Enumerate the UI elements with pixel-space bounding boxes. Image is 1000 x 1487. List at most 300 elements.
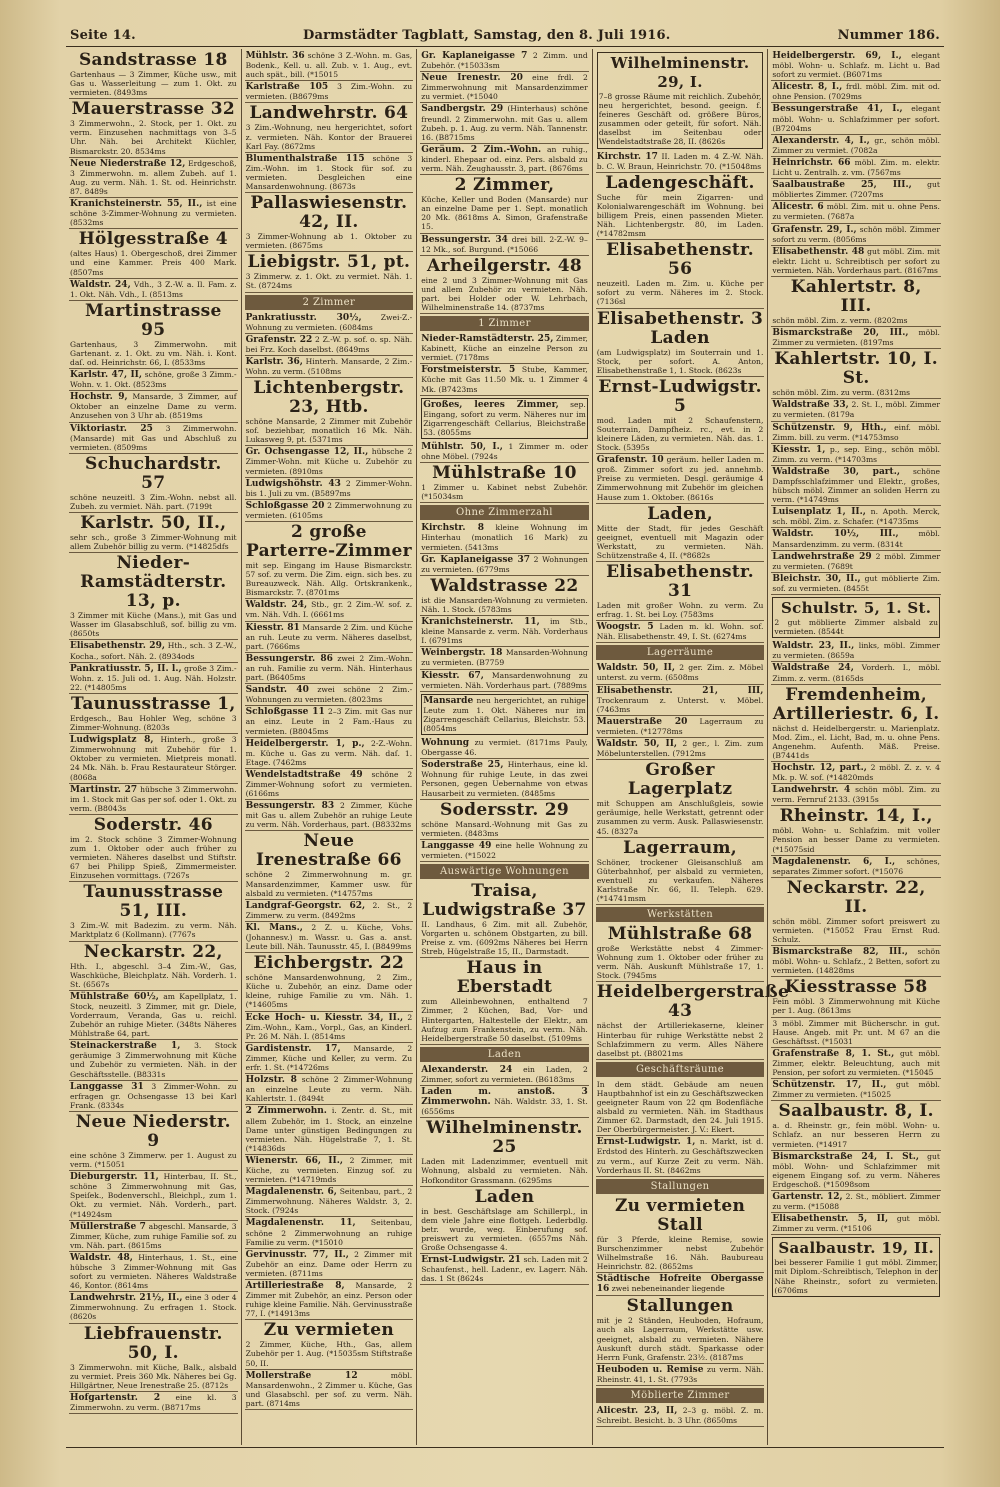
ad-text: hübsche 2 Zimmer-Wohn. mit Küche u. Zubehör zu vermieten. (8910ms <box>245 447 413 476</box>
ad-headline: Waldstrasse 22 <box>430 575 579 596</box>
ad-text: möbl. Mansardenwohn., 2 Zimmer u. Küche, Gas und Glasabschl. per sof. zu verm. Näh. part. (8714ms <box>245 1370 413 1408</box>
ad-text: 3 Zim.-W. mit Badezim. zu verm. Näh. Marktplatz 6 (Kollmann). (7767s <box>70 921 237 940</box>
ad-text: 2. St. I., möbl. Zimmer zu vermieten. (8179a <box>772 400 940 420</box>
column-2 <box>242 49 418 1445</box>
ad-text: neuzeitl. Laden m. Zim. u. Küche per sofort zu verm. Näheres im 2. Stock. (7136sl <box>596 279 764 307</box>
classified-ad <box>245 81 414 103</box>
ad-text: gut möbliertes Zimmer. (7207ms <box>772 180 940 200</box>
ad-text: gut möbl. Zimmer, elektr. Beleuchtung, auch mit Pension, per sofort zu vermieten. (*15045 <box>772 1048 940 1078</box>
ad-address: Bleichstr. 30, II., <box>772 573 861 584</box>
classified-ad <box>420 1118 589 1186</box>
ad-address: Gardistenstr. 17, <box>245 1043 341 1054</box>
ad-text: schöne 2 Zimmer-Wohnung an einzelne Leute zu verm. Näh. Kahlertstr. 1. (8494t <box>245 1075 413 1104</box>
ad-text: 2 Z. u. Küche, Vohs. (Johannesv.) m. Wassr. u. Gas a. anst. Leute bill. Näh. Taunusstr. 45, I. (B8499ms <box>245 922 413 952</box>
classified-ad <box>69 1171 238 1220</box>
classified-ad <box>420 554 589 576</box>
ad-address: Weinbergstr. 18 <box>421 648 503 659</box>
ad-text: ein Laden, 2 Zimmer, sofort zu vermieten. (B6183ms <box>421 1064 588 1084</box>
classified-ad <box>420 144 589 175</box>
ad-text: 3. Stock geräumige 3 Zimmerwohnung mit Küche und Zubehör zu vermieten. Näh. in der Geschäftsstelle. (B8331s <box>70 1041 237 1079</box>
classified-ad <box>69 99 238 157</box>
ad-headline: Stallungen <box>626 1296 734 1317</box>
ad-address: Kiesstr. 67, <box>421 670 484 681</box>
ad-address: Waldstr. 48, <box>70 1252 133 1263</box>
ad-address: Neue Irenestr. 20 <box>421 73 523 84</box>
ad-text: Hinterhaus, 1. St., eine hübsche 3 Zimmer-Wohnung mit Gas sofort zu vermieten. Näheres Waldstraße 46, Kontor. (8614ms <box>70 1252 237 1291</box>
ad-text: In dem städt. Gebäude am neuen Hauptbahnhof ist ein zu Geschäftszwecken geeigneter Raum von 22 qm Bodenfläche alsbald zu vermieten. Näh. im Stadthaus Zimmer 62. Darmstadt, den 24. Juli 1915. Der Oberbürgermeister. J. V.: Ekert. <box>596 1079 764 1135</box>
classified-ad <box>596 1079 765 1137</box>
classified-ad <box>245 1074 414 1105</box>
classified-ad <box>771 977 941 1017</box>
ad-address: Gartenstr. 12, <box>772 1191 843 1202</box>
ad-headline: Kiesstrasse 58 <box>784 977 928 998</box>
ad-text: möbl. Zimmer zu vermieten. (8197ms <box>772 328 940 348</box>
ad-address: Waldstr. 23, II., <box>772 641 855 652</box>
ad-headline: Schuchardstr. 57 <box>85 453 222 493</box>
ad-address: Bismarckstraße 82, III., <box>772 947 908 958</box>
ad-address: Alicestr. 8, I., <box>772 82 843 93</box>
ad-text: eine frdl. 2 Zimmerwohnung mit Mansardenzimmer zu vermiet. (*15040 <box>421 73 588 102</box>
ad-text: gr., schön möbl. Zimmer zu vermiet. (7082a <box>772 135 940 155</box>
ad-address: Waldstraße 24, <box>772 663 854 674</box>
ad-text: schön möbl. Zimmer sofort preiswert zu vermieten. (*15052 Frau Ernst Rud. Schulz. <box>772 916 940 944</box>
classified-ad <box>420 1187 589 1254</box>
ad-address: Mühlstr. 36 <box>245 51 305 61</box>
ad-text: geräum. heller Laden m. groß. Zimmer sofort zu jed. annehmb. Preise zu vermieten. Desgl. geräumige 4 Zimmerwohnung mit Zubehör im gleichen Hause zum 1. Oktober. (8616s <box>596 455 764 502</box>
ad-text: 3 Zimmerwohn. mit Küche, Balk., alsbald zu vermiet. Preis 360 Mk. Näheres bei Gg. Hillgärtner, Neue Irenestraße 25. (8712s <box>70 1362 237 1390</box>
ad-address: 2 Zimmerwohn. <box>245 1106 327 1117</box>
ad-text: gut möbl. Zim. mit elektr. Licht u. Schreibtisch per sofort zu vermieten. Näh. Vorderhaus part. (8167ms <box>772 246 940 275</box>
classified-ad <box>596 1273 765 1296</box>
ad-address: Waldstraße 30, part., <box>772 466 900 477</box>
ad-address: Kiesstr. 1, <box>772 444 826 455</box>
ad-text: zwei schöne 2 Zim.-Wohnungen zu vermieten. (8023ms <box>245 685 413 705</box>
ad-text: schöne Dampfsschlafzimmer und Elektr., großes, hübsch möbl. Zimmer an soliden Herrn zu verm. (*14749ms <box>772 466 940 505</box>
ad-text: 2 Zimm. und Zubehör. (*15033sm <box>421 51 588 71</box>
ad-text: nächst der Artilleriekaserne, kleiner Hinterbau für ruhige Werkstätte nebst 2 Schlafzimmern zu verm. Alles Nähere daselbst pt. (B8021ms <box>596 1021 764 1058</box>
classified-ad <box>245 1012 414 1043</box>
ad-address: Heinrichstr. 66 <box>772 157 851 168</box>
ad-address: Schloßgasse 20 <box>245 500 325 511</box>
classified-ad <box>771 856 941 878</box>
classified-ad <box>771 201 941 223</box>
ad-address: Waldstraße 33, <box>772 400 849 411</box>
ad-text: p., sep. Eing., schön möbl. Zimm. zu verm. (*14703ms <box>772 444 940 464</box>
ad-text: 2 Z.-W. p. sof. o. sp. Näh. bei Frz. Koch daselbst. (8649ms <box>245 334 413 354</box>
ad-headline: Rheinstr. 14, I., <box>779 806 933 827</box>
ad-address: Sandbergstr. 29 <box>421 104 504 115</box>
ad-address: Hofgartenstr. 2 <box>70 1392 161 1403</box>
ad-text: Erdgeschoß, 3 Zimmerwohn. m. allem Zubeh. auf 1. Aug. zu verm. Näh. 1. St. od. Heinrichstr. 87. 8489s <box>70 158 237 196</box>
ad-address: Hochstr. 12, part., <box>772 762 867 773</box>
classified-ad <box>420 759 589 799</box>
ad-text: mod. Laden mit 2 Schaufenstern, Souterrain, Dampfheiz. rc., evt. in 2 kleinere Läden, zu vermieten. Näh. das. 1. Stock. (5395s <box>596 415 764 453</box>
ad-text: Laden mit Ladenzimmer, eventuell mit Wohnung, alsbald zu vermieten. Näh. Hofkonditor Grassmann. (6295ms <box>421 1157 588 1185</box>
classified-ad <box>69 369 238 391</box>
ad-text: Mansarde, 3 Zimmer, auf Oktober an einzelne Dame zu verm. Anzusehen von 3 Uhr ab. (8519ms <box>70 392 237 421</box>
ad-text: gut möbl. Wohn- und Schlafzimmer mit eigenem Eingang sof. zu verm. Näheres Erdgeschoß. (*15098som <box>772 1151 940 1189</box>
ad-address: Wendelstadtstraße 49 <box>245 769 363 780</box>
ad-text: möbl. Mansardenzimm. zu verm. (8314t <box>772 529 940 549</box>
ad-headline: Arheilgerstr. 48 <box>426 255 582 276</box>
ad-headline: Karlstr. 50, II., <box>80 513 227 533</box>
ad-headline: Taunusstrasse 1, <box>71 693 236 714</box>
classified-ad <box>771 157 941 179</box>
ad-text: möbl. Zim. mit u. ohne Pens. zu vermieten. (7687a <box>772 202 940 222</box>
ad-address: Alicestr. 23, II, <box>596 1405 678 1416</box>
ad-text: 3 möbl. Zimmer mit Bücherschr. in gut. Hause. Angeb. mit Pr. unt. M 67 an die Geschäftsst. (*15031 <box>772 1018 940 1046</box>
classified-ad <box>245 1249 414 1280</box>
ad-text: schöne 2 Zimmer-Wohnung sofort zu vermieten. (6166ms <box>245 769 413 799</box>
classified-ad <box>420 1254 589 1285</box>
classified-ad <box>420 441 589 463</box>
ad-headline: Zu vermieten Stall <box>614 1195 746 1235</box>
page-number: Seite 14. <box>70 27 136 43</box>
classified-ad <box>420 1086 589 1118</box>
classified-ad <box>772 597 940 638</box>
ad-text: Mansarde, 2 Zimmer, Küche und Keller, zu verm. Zu erfr. 1. St. (*14726ms <box>245 1043 413 1073</box>
ad-text: Schöner, trockener Gleisanschluß am Güterbahnhof, per alsbald zu vermieten, eventuell zu verkaufen. Näheres Karlstraße Nr. 66, II. Teleph. 629. (*14741msm <box>596 857 764 903</box>
classified-ad <box>420 1064 589 1086</box>
classified-ad <box>771 277 941 327</box>
ad-address: Langgasse 31 <box>70 1081 144 1092</box>
classified-ad <box>596 1196 765 1273</box>
section-heading: Lagerräume <box>596 645 765 660</box>
ad-text: schöne Mansard.-Wohnung mit Gas zu vermieten. (8483ms <box>421 819 588 838</box>
classified-ad <box>771 466 941 506</box>
ad-headline: Soderstr. 46 <box>93 814 213 835</box>
ad-address: Luisenplatz 1, II., <box>772 507 866 518</box>
ad-columns <box>66 49 944 1445</box>
classified-ad <box>69 454 238 513</box>
ad-text: für 3 Pferde, kleine Remise, sowie Burschenzimmer nebst Zubehör Wilhelmstraße 16. Näh. Baubureau Heinrichstr. 82. (8652ms <box>596 1234 764 1272</box>
classified-ad <box>420 958 589 1044</box>
classified-ad <box>596 924 765 982</box>
ad-text: 1 Zimmer u. Kabinet nebst Zubehör. (*15034sm <box>421 483 588 502</box>
ad-text: am Kapellplatz, 1. Stock, neuzeitl. 3 Zimmer, mit gr. Diele, Vorderraum, Veranda, Gas u. reichl. Zubehör an ruhige Mieter. (348ts Näheres Mühlstraße 64, part. <box>70 991 237 1039</box>
section-heading: Werkstätten <box>596 907 765 922</box>
ad-address: Mühlstraße 60½, <box>70 991 159 1002</box>
classified-ad <box>245 1217 414 1248</box>
ad-text: Hth., sch. 3 Z.-W., Kocha., sofort. Näh. 2. (8934ods <box>70 641 237 661</box>
classified-ad <box>245 50 414 81</box>
classified-ad <box>596 621 765 643</box>
ad-headline: 2 große Parterre-Zimmer <box>245 522 412 561</box>
classified-ad <box>420 616 589 647</box>
ad-headline: Neue Irenestraße 66 <box>255 831 402 871</box>
ad-address: Schloßgasse 11 <box>245 707 325 718</box>
ad-headline: Eichbergstr. 22 <box>253 953 405 974</box>
ad-headline: Martinstrasse 95 <box>84 300 222 340</box>
ad-headline: Zu vermieten <box>263 1320 394 1341</box>
ad-address: Landgraf-Georgstr. 62, <box>245 900 366 911</box>
ad-headline: Fremdenheim, Artilleriestr. 6, I. <box>772 684 940 724</box>
ad-headline: Lichtenbergstr. 23, Htb. <box>253 378 405 418</box>
ad-text: Lagerraum zu vermieten. (*12778ms <box>596 716 764 736</box>
ad-address: Ludwigsplatz 8, <box>70 735 154 746</box>
classified-ad <box>245 653 414 684</box>
ad-address: Karlstr. 47, II, <box>70 370 143 381</box>
classified-ad <box>69 815 238 882</box>
ad-address: Wohnung <box>421 738 470 749</box>
ad-text: 2 ger., l. Zim. zum Möbelunterstellen. (7912ms <box>596 739 764 759</box>
classified-ad <box>245 738 414 769</box>
classified-ad <box>771 1079 941 1101</box>
classified-ad <box>245 769 414 800</box>
classified-ad <box>245 599 414 621</box>
ad-address: Landwehrstr. 21½, II., <box>70 1293 183 1304</box>
ad-address: Elisabethenstr. 48 <box>772 246 865 257</box>
ad-text: mit je 2 Ständen, Heuboden, Hofraum, auch als Lagerraum, Werkstätte usw. geeignet, alsbald zu vermieten. Nähere Auskunft durch städt. Sparkasse oder Herrn Funk, Grafenstr. 23½. (8187ms <box>596 1316 764 1362</box>
classified-ad <box>771 878 941 946</box>
section-heading: Möblierte Zimmer <box>596 1388 765 1403</box>
classified-ad <box>771 573 941 595</box>
ad-text: Mansarde, 2 Zimmer mit Zubehör, an einz. Person oder ruhige kleine Familie. Näh. Gervinusstraße 77, I. (*14913ms <box>245 1281 413 1319</box>
classified-ad <box>245 1186 414 1217</box>
ad-text: im 2. Stock schöne 3 Zimmer-Wohnung zum 1. Oktober oder auch früher zu vermieten. Näheres daselbst und Stiftstr. 67 bei Philipp Spieß, Zimmermeister. Einzusehen vormittags. (7267s <box>70 834 237 881</box>
classified-ad <box>596 454 765 503</box>
classified-ad <box>421 694 588 735</box>
classified-ad <box>245 800 414 831</box>
classified-ad <box>69 784 238 815</box>
ad-address: Grafenstr. 10 <box>596 455 664 466</box>
ad-address: Waldstr. 24, <box>245 600 308 611</box>
ad-address: Gr. Kaplaneigasse 7 <box>421 51 528 61</box>
classified-ad <box>596 760 765 837</box>
ad-headline: Nieder-Ramstädterstr. 13, p. <box>80 553 227 612</box>
ad-address: Waldstr. 50, II, <box>596 663 676 674</box>
ad-address: Müllerstraße 7 <box>70 1221 146 1232</box>
ad-address: Blumenthalstraße 115 <box>245 153 365 164</box>
classified-ad <box>596 1405 765 1427</box>
classified-ad <box>245 1280 414 1320</box>
ad-address: Kranichsteinerstr. 55, II., <box>70 199 203 210</box>
ad-address: Steinackerstraße 1, <box>70 1041 181 1052</box>
ad-text: eine helle Wohnung zu vermieten. (*15022 <box>421 840 588 860</box>
classified-ad <box>771 640 941 662</box>
ad-text: Mansarde 2 Zim. und Küche an ruh. Leute zu verm. Näheres daselbst, part. (7666ms <box>245 622 413 651</box>
ad-text: gut möbl. Zimmer zu verm. (*15106 <box>772 1214 940 1234</box>
ad-address: Kl. Mans., <box>245 922 303 933</box>
page-header <box>70 26 940 44</box>
ad-address: Woogstr. 5 <box>596 622 654 633</box>
classified-ad <box>771 327 941 349</box>
classified-ad <box>420 670 589 692</box>
ad-address: Magdalenenstr. 11, <box>245 1218 356 1229</box>
ad-text: Gartenhaus, 3 Zimmerwohn. mit Gartenant. z. 1. Okt. zu vm. Näh. i. Kont. daſ. od. Heinrichstr. 66, I. (8533ms <box>70 339 237 367</box>
classified-ad <box>69 50 238 99</box>
ad-text: schöne Mansardenwohnung, 2 Zim., Küche u. Zubehör, an einz. Dame oder kleine, ruhige Familie zu vm. Näh. 1. (*14605ms <box>245 973 413 1010</box>
ad-text: n. Markt, ist d. Erdstod des Hinterh. zu Geschäftszwecken zu verm., auf Kurze Zeit zu verm. Näh. Vorderhaus II. St. (8462ms <box>596 1137 764 1175</box>
section-heading: Auswärtige Wohnungen <box>420 864 589 879</box>
ad-text: 2 ger. Zim. z. Möbel unterst. zu verm. (6508ms <box>596 663 764 683</box>
ad-headline: Laden, <box>647 503 713 524</box>
ad-headline: Großer Lagerplatz <box>627 760 733 800</box>
ad-text: Erdgesch., Bau Hohler Weg, schöne 3 Zimmer-Wohnung. (8203s <box>70 713 237 733</box>
classified-ad <box>771 946 941 977</box>
ad-address: Saalbaustraße 25, III., <box>772 180 912 191</box>
classified-ad <box>771 444 941 466</box>
ad-text: 2–3 g. möbl. Z. m. Schreibt. Besicht. b. 3 Uhr. (8650ms <box>596 1405 764 1426</box>
ad-text: Vorderh. I., möbl. Zimm. z. verm. (8165ds <box>772 663 940 683</box>
ad-address: Gervinusstr. 77, II., <box>245 1249 349 1260</box>
ad-text: 2 Zimmer, mit Küche, zu vermieten. Einzug sof. zu vermieten. (*14719mds <box>245 1155 413 1185</box>
ad-text: an ruhig., kinderl. Ehepaar od. einz. Pers. alsbald zu verm. Näh. Zeughausstr. 3, part. (8676ms <box>421 144 588 174</box>
ad-text: Zwei-Z.-Wohnung zu vermieten. (6084ms <box>245 312 413 332</box>
classified-ad <box>69 640 238 662</box>
ad-text: schöne Mansarde, 2 Zimmer mit Zubehör sof. beziehbar, monatlich 16 Mk. Näh. Lukasweg 9, pt. (5371ms <box>245 417 413 445</box>
classified-ad <box>596 173 765 240</box>
ad-text: mit sep. Eingang im Hause Bismarckstr. 57 sof. zu verm. Die Zim. eign. sich bes. zu Bureauzweck. Näh. Allg. Ortskrankenk., Bismarckstr. 7. (8701ms <box>245 561 413 598</box>
classified-ad <box>245 953 414 1011</box>
ad-text: schöne neuzeitl. 3 Zim.-Wohn. nebst all. Zubeh. zu vermiet. Näh. part. (7199t <box>70 492 237 511</box>
ad-text: Näh. Waldstr. 33, 1. St. (6556ms <box>421 1097 588 1117</box>
ad-text: gut möblierte Zim. sof. zu vermieten. (8455t <box>772 573 940 593</box>
ad-text: ist eine schöne 3-Zimmer-Wohnung zu vermieten. (8532ms <box>70 199 237 228</box>
ad-headline: Neckarstr. 22, II. <box>786 877 926 917</box>
ad-address: Nieder-Ramstädterstr. 25, <box>421 334 554 345</box>
classified-ad <box>420 840 589 862</box>
ad-text: Seitenbau, part., 2 Zimmerwohnung. Näheres Waldstr. 3, 2. Stock. (7924s <box>245 1187 413 1216</box>
ad-address: Städtische Hofreite Obergasse 16 <box>596 1274 764 1295</box>
column-1 <box>66 49 242 1445</box>
ad-address: Kirchstr. 17 <box>596 151 658 162</box>
ad-text: zwei 2 Zim.-Wohn. an ruh. Familie zu verm. Näh. Hinterhaus part. (B6405ms <box>245 653 413 683</box>
classified-ad <box>420 50 589 72</box>
ad-address: Ernst-Ludwigstr. 21 <box>421 1255 521 1266</box>
classified-ad <box>420 522 589 553</box>
ad-text: 2 Zim.-Wohn., Kam., Vorpl., Gas, an Kinderl. Pr. 26 M. Näh. I. (8514ms <box>245 1012 413 1041</box>
ad-address: Alexanderstr. 24 <box>421 1064 513 1075</box>
classified-ad <box>596 738 765 760</box>
classified-ad <box>771 784 941 806</box>
ad-address: Grafenstr. 29, I., <box>772 224 857 235</box>
ad-text: 2. St., möbliert. Zimmer zu verm. (*15088 <box>772 1191 940 1212</box>
classified-ad <box>245 478 414 500</box>
ad-address: Landwehrstr. 4 <box>772 785 851 796</box>
ad-text: (am Ludwigsplatz) im Souterrain und 1. Stock, per sofort. A. Anton, Elisabethenstraße 1, 1. Stock. (8623s <box>596 347 764 375</box>
ad-text: schön möbl. Zim. zu verm. (8312ms <box>772 388 911 398</box>
ad-text: im Stb., kleine Mansarde z. verm. Näh. Vorderhaus I. (6791ms <box>421 617 588 646</box>
ad-text: 1 Zimmer m. oder ohne Möbel. (7924s <box>421 442 588 462</box>
ad-text: 7–8 grosse Räume mit reichlich. Zubehör, neu hergerichtet, besond. geeign. f. feineres Geschäft od. größere Büros, zusammen oder geteilt, für sofort. Näh. daselbst im Seitenbau oder Wendelstadtstraße 28, II. (8626s <box>598 92 762 147</box>
classified-ad <box>69 513 238 553</box>
classified-ad <box>69 158 238 198</box>
ad-text: n. Apoth. Merck, sch. möbl. Zim. z. Schafer. (*14735ms <box>772 507 940 527</box>
ad-text: abgeschl. Mansarde, 3 Zimmer, Küche, zum ruhige Familie sof. zu vm. Näh. part. (8615ms <box>70 1221 237 1250</box>
classified-ad <box>771 528 941 550</box>
ad-text: Stube, Kammer, Küche mit Gas 11.50 Mk. u. 1 Zimmer 4 Mk. (B7423ms <box>421 365 588 394</box>
ad-text: nächst d. Heidelbergerstr. u. Marienplatz. Mod. Zim., el. Licht, Bad, m. u. ohne Pens. Angenehm. Aufenth. Mäß. Preise. (B7441ds <box>772 723 940 760</box>
ad-headline: Elisabethenstr. 3 Laden <box>597 308 764 348</box>
ad-text: 3 Zimmer-Wohnung ab 1. Oktober zu vermieten. (8675ms <box>245 232 413 251</box>
ad-address: Waldstr. 24, <box>70 279 131 290</box>
classified-ad <box>420 234 589 256</box>
column-4 <box>593 49 790 1445</box>
classified-ad <box>771 762 941 784</box>
classified-ad <box>69 301 238 369</box>
ad-headline: Neue Niederstr. 9 <box>75 1111 231 1151</box>
masthead: Darmstädter Tagblatt, Samstag, den 8. Juli 1916. <box>303 27 671 43</box>
ad-text: neu hergerichtet, an ruhige Leute zum 1. Okt. Näheres nur im Zigarrengeschäft Cellarius, Bleichstr. 53. (8054ms <box>423 695 586 733</box>
ad-headline: Heidelbergerstraße 43 <box>596 982 790 1022</box>
ad-address: Waldstr. 10½, III., <box>772 529 899 540</box>
ad-text: Mitte der Stadt, für jedes Geschäft geeignet, eventuell mit Magazin oder Werkstatt, zu vermieten. Näh. Schützenstraße 4, II. (*8682s <box>596 523 764 560</box>
ad-headline: Traisa, Ludwigstraße 37 <box>422 881 587 920</box>
classified-ad <box>245 500 414 522</box>
ad-address: Wienerstr. 66, II., <box>245 1155 343 1166</box>
ad-address: Karlstraße 105 <box>245 82 329 93</box>
ad-text: 2 möbl. Z. z. v. 4 Mk. p. W. sof. (*14820mds <box>772 762 940 783</box>
ad-text: 2. St., 2 Zimmerw. zu verm. (8492ms <box>245 900 413 920</box>
ad-headline: Haus in Eberstadt <box>456 958 553 998</box>
classified-ad <box>771 506 941 528</box>
classified-ad <box>420 333 589 364</box>
ad-text: bei besserer Familie 1 gut möbl. Zimmer, mit Diplom.-Schreibtisch, Telephon in der Nähe Rheinstr., sofort zu vermieten. (6706ms <box>774 1258 938 1295</box>
classified-ad <box>420 647 589 669</box>
classified-ad <box>69 734 238 783</box>
classified-ad <box>596 685 765 716</box>
classified-ad <box>245 1320 414 1369</box>
ad-text: sehr sch., große 3 Zimmer-Wohnung mit allem Zubehör billig zu verm. (*14825dfs <box>70 533 237 552</box>
classified-ad <box>245 922 414 953</box>
section-heading: Geschäftsräume <box>596 1062 765 1077</box>
ad-headline: Lagerraum, <box>623 837 738 858</box>
classified-ad <box>420 72 589 103</box>
classified-ad <box>245 334 414 356</box>
ad-address: Geräum. 2 Zim.-Wohn. <box>421 144 542 155</box>
classified-ad <box>69 1040 238 1080</box>
ad-address: Bessungerstr. 86 <box>245 653 333 664</box>
ad-address: Dieburgerstr. 11, <box>70 1172 159 1183</box>
classified-ad <box>596 838 765 905</box>
ad-text: schöne 3 Zim.-Wohn. im 1. Stock für sof. zu vermieten. Desgleichen eine Mansardenwohnung. (8673s <box>245 153 413 192</box>
ad-headline: Wilhelminenstr. 25 <box>426 1118 583 1158</box>
ad-address: Ludwigshöhstr. 43 <box>245 478 341 489</box>
classified-ad <box>245 356 414 378</box>
classified-ad <box>771 1213 941 1235</box>
ad-text: große Werkstätte nebst 4 Zimmer-Wohnung zum 1. Oktober oder früher zu verm. Näh. Auskunft Mühlstraße 17, 1. Stock. (7945ms <box>596 944 764 981</box>
ad-address: Mühlstr. 50, I., <box>421 442 503 452</box>
ad-address: Kirchstr. 8 <box>421 523 484 534</box>
classified-ad <box>596 1364 765 1386</box>
ad-text: zum Alleinbewohnen, enthaltend 7 Zimmer, 2 Küchen, Bad, Vor- und Hintergarten, Haltestelle der Elektr., am Aufzug zum Frankenstein, zu verm. Näh. Heidelbergerstraße 50 daselbst. (5109ms <box>421 997 588 1043</box>
classified-ad <box>245 252 414 292</box>
classified-ad <box>771 179 941 201</box>
ad-text: a. d. Rheinstr. gr., fein möbl. Wohn- u. Schlafz. an nur besseren Herrn zu vermieten. (*14917 <box>772 1121 940 1149</box>
classified-ad <box>771 685 941 762</box>
ad-text: Suche für mein Zigarren- und Kolonialwarengeschäft im Wohnung. bei billigem Preis, einen passenden Mieter. Näh. Lichtenbergstr. 80, im Laden. (*14782msm <box>596 192 764 239</box>
ad-address: Landwehrstraße 29 <box>772 551 872 562</box>
ad-address: Elisabethenstr. 21, III, <box>596 685 764 696</box>
ad-text: links, möbl. Zimmer zu vermieten. (8659a <box>772 641 940 661</box>
ad-text: zwei nebeneinander liegende <box>611 1284 725 1294</box>
ad-address: Magdalenenstr. 6, <box>245 1187 337 1198</box>
ad-address: Gr. Kaplaneigasse 37 <box>421 554 531 565</box>
ad-address: Gr. Ochsengasse 12, II., <box>245 447 369 458</box>
ad-text: 2 möbl. Zimmer zu vermieten. (7689t <box>772 551 940 571</box>
ad-address: Pankratiusstr. 30½, <box>245 312 362 323</box>
section-heading: Stallungen <box>596 1179 765 1194</box>
ad-address: Ecke Hoch- u. Kiesstr. 34, II., <box>245 1012 404 1023</box>
classified-ad <box>420 576 589 616</box>
ad-headline: Mühlstraße 68 <box>607 924 753 945</box>
ad-headline: Ladengeschäft. <box>605 172 755 193</box>
ad-text: schöne, große 3 Zimm.-Wohn. v. 1. Okt. (8523ms <box>70 370 237 390</box>
ad-address: Sandstr. 40 <box>245 685 309 696</box>
ad-address: Kiesstr. 81 <box>245 622 300 633</box>
ad-address: Forstmeisterstr. 5 <box>421 365 516 376</box>
